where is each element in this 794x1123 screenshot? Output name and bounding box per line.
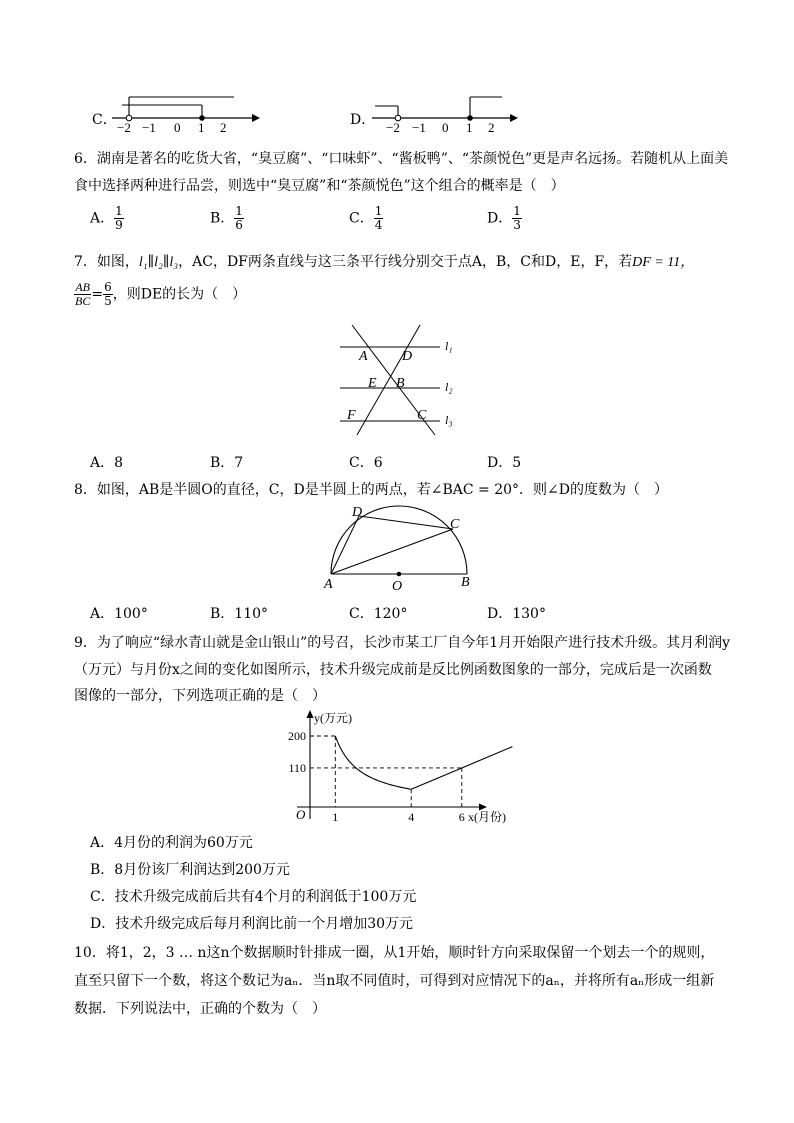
q7-option-d: D．5: [487, 455, 522, 471]
q6-option-b: B． $\frac{1}{6}$: [210, 204, 243, 232]
point-O: O: [392, 579, 403, 594]
q7-option-c: C．6: [349, 455, 383, 471]
tick: −2: [386, 120, 400, 135]
q6-option-d: D． $\frac{1}{3}$: [487, 204, 521, 232]
q9-text-line2: （万元）与月份x之间的变化如图所示，技术升级完成前是反比例函数图象的一部分，完成后是一次函数: [74, 662, 712, 678]
point-D: D: [402, 349, 413, 364]
point-A: A: [324, 577, 333, 592]
y-axis-label: y(万元): [314, 711, 352, 725]
q6-text-line2: 食中选择两种进行品尝，则选中“臭豆腐”和“茶颜悦色”这个组合的概率是（ ）: [74, 178, 565, 194]
q6-option-a: A． $\frac{1}{9}$: [90, 204, 123, 232]
q5-option-c-numberline: [112, 94, 262, 134]
series-line-1: [335, 736, 411, 789]
q8-figure: [322, 502, 482, 592]
q6-text-line1: 6．湖南是著名的吃货大省，“臭豆腐”、“口味虾”、“酱板鸭”、“茶颜悦色”更是声名远扬。若随机从上面美: [74, 151, 729, 167]
point-C: C: [417, 408, 427, 423]
tick: −1: [412, 120, 426, 135]
q9-option-c: C．技术升级完成前后共有4个月的利润低于100万元: [90, 889, 417, 905]
tick: 1: [198, 120, 205, 135]
tick: 2: [488, 120, 495, 135]
tick: 0: [174, 120, 181, 135]
tick: 2: [220, 120, 227, 135]
q10-text-line2: 直至只留下一个数，将这个数记为aₙ．当n取不同值时，可得到对应情况下的aₙ，并将所有aₙ形成一组新: [74, 973, 715, 989]
q9-option-d: D．技术升级完成后每月利润比前一个月增加30万元: [90, 916, 414, 932]
line-l3: l₃: [445, 413, 453, 427]
q7-text-line2: $\frac{AB}{BC}$ = $\frac{6}{5}$ ，则DE的长为（ ）: [75, 280, 247, 308]
q6-option-c: C． $\frac{1}{4}$: [349, 204, 383, 232]
q5-option-d-label: D．: [350, 112, 376, 128]
x-tick-label: 4: [408, 810, 415, 824]
q5-option-c-label: C．: [92, 112, 117, 128]
point-B: B: [461, 575, 470, 590]
q8-option-a: A．100°: [90, 606, 148, 622]
q9-text-line1: 9．为了响应“绿水青山就是金山银山”的号召，长沙市某工厂自今年1月开始限产进行技术升级。其月利润y: [74, 635, 731, 651]
tick: −1: [142, 120, 156, 135]
point-C: C: [450, 517, 460, 532]
q7-option-a: A．8: [90, 455, 124, 471]
q7-figure: [335, 325, 475, 435]
x-axis-label: x(月份): [468, 810, 506, 824]
tick: 0: [442, 120, 449, 135]
point-B: B: [396, 376, 405, 391]
q8-option-b: B．110°: [210, 606, 269, 622]
q7-option-b: B．7: [210, 455, 244, 471]
tick: −2: [117, 120, 131, 135]
x-tick-label: 6: [458, 810, 465, 824]
q9-chart: [282, 707, 512, 827]
point-A: A: [359, 349, 368, 364]
tick: 1: [466, 120, 473, 135]
x-tick-label: 1: [332, 810, 339, 824]
q10-text-line1: 10．将1，2，3 … n这n个数据顺时针排成一圈，从1开始，顺时针方向采取保留一个划去一个的规则，: [74, 945, 715, 961]
point-D: D: [352, 505, 363, 520]
y-tick-label: 200: [288, 729, 306, 743]
q9-option-a: A．4月份的利润为60万元: [90, 835, 253, 851]
origin-label: O: [296, 807, 306, 822]
q8-text: 8．如图，AB是半圆O的直径，C，D是半圆上的两点，若∠BAC = 20°．则∠D的度数为（ ）: [74, 482, 668, 498]
line-l1: l₁: [445, 339, 453, 353]
q9-text-line3: 图像的一部分，下列选项正确的是（ ）: [74, 688, 326, 704]
point-F: F: [347, 408, 356, 423]
q5-option-d-numberline: [372, 94, 522, 134]
y-tick-label: 110: [288, 760, 306, 775]
q9-option-b: B．8月份该厂利润达到200万元: [90, 862, 290, 878]
q8-option-d: D．130°: [487, 606, 546, 622]
line-l2: l₂: [445, 380, 453, 394]
q10-text-line3: 数据．下列说法中，正确的个数为（ ）: [74, 1001, 326, 1017]
q7-text-line1: 7．如图，l₁∥l₂∥l₃，AC，DF两条直线与这三条平行线分别交于点A，B，C和D，E，F，若DF = 11，: [74, 254, 695, 270]
q8-option-c: C．120°: [349, 606, 408, 622]
point-E: E: [368, 376, 377, 391]
